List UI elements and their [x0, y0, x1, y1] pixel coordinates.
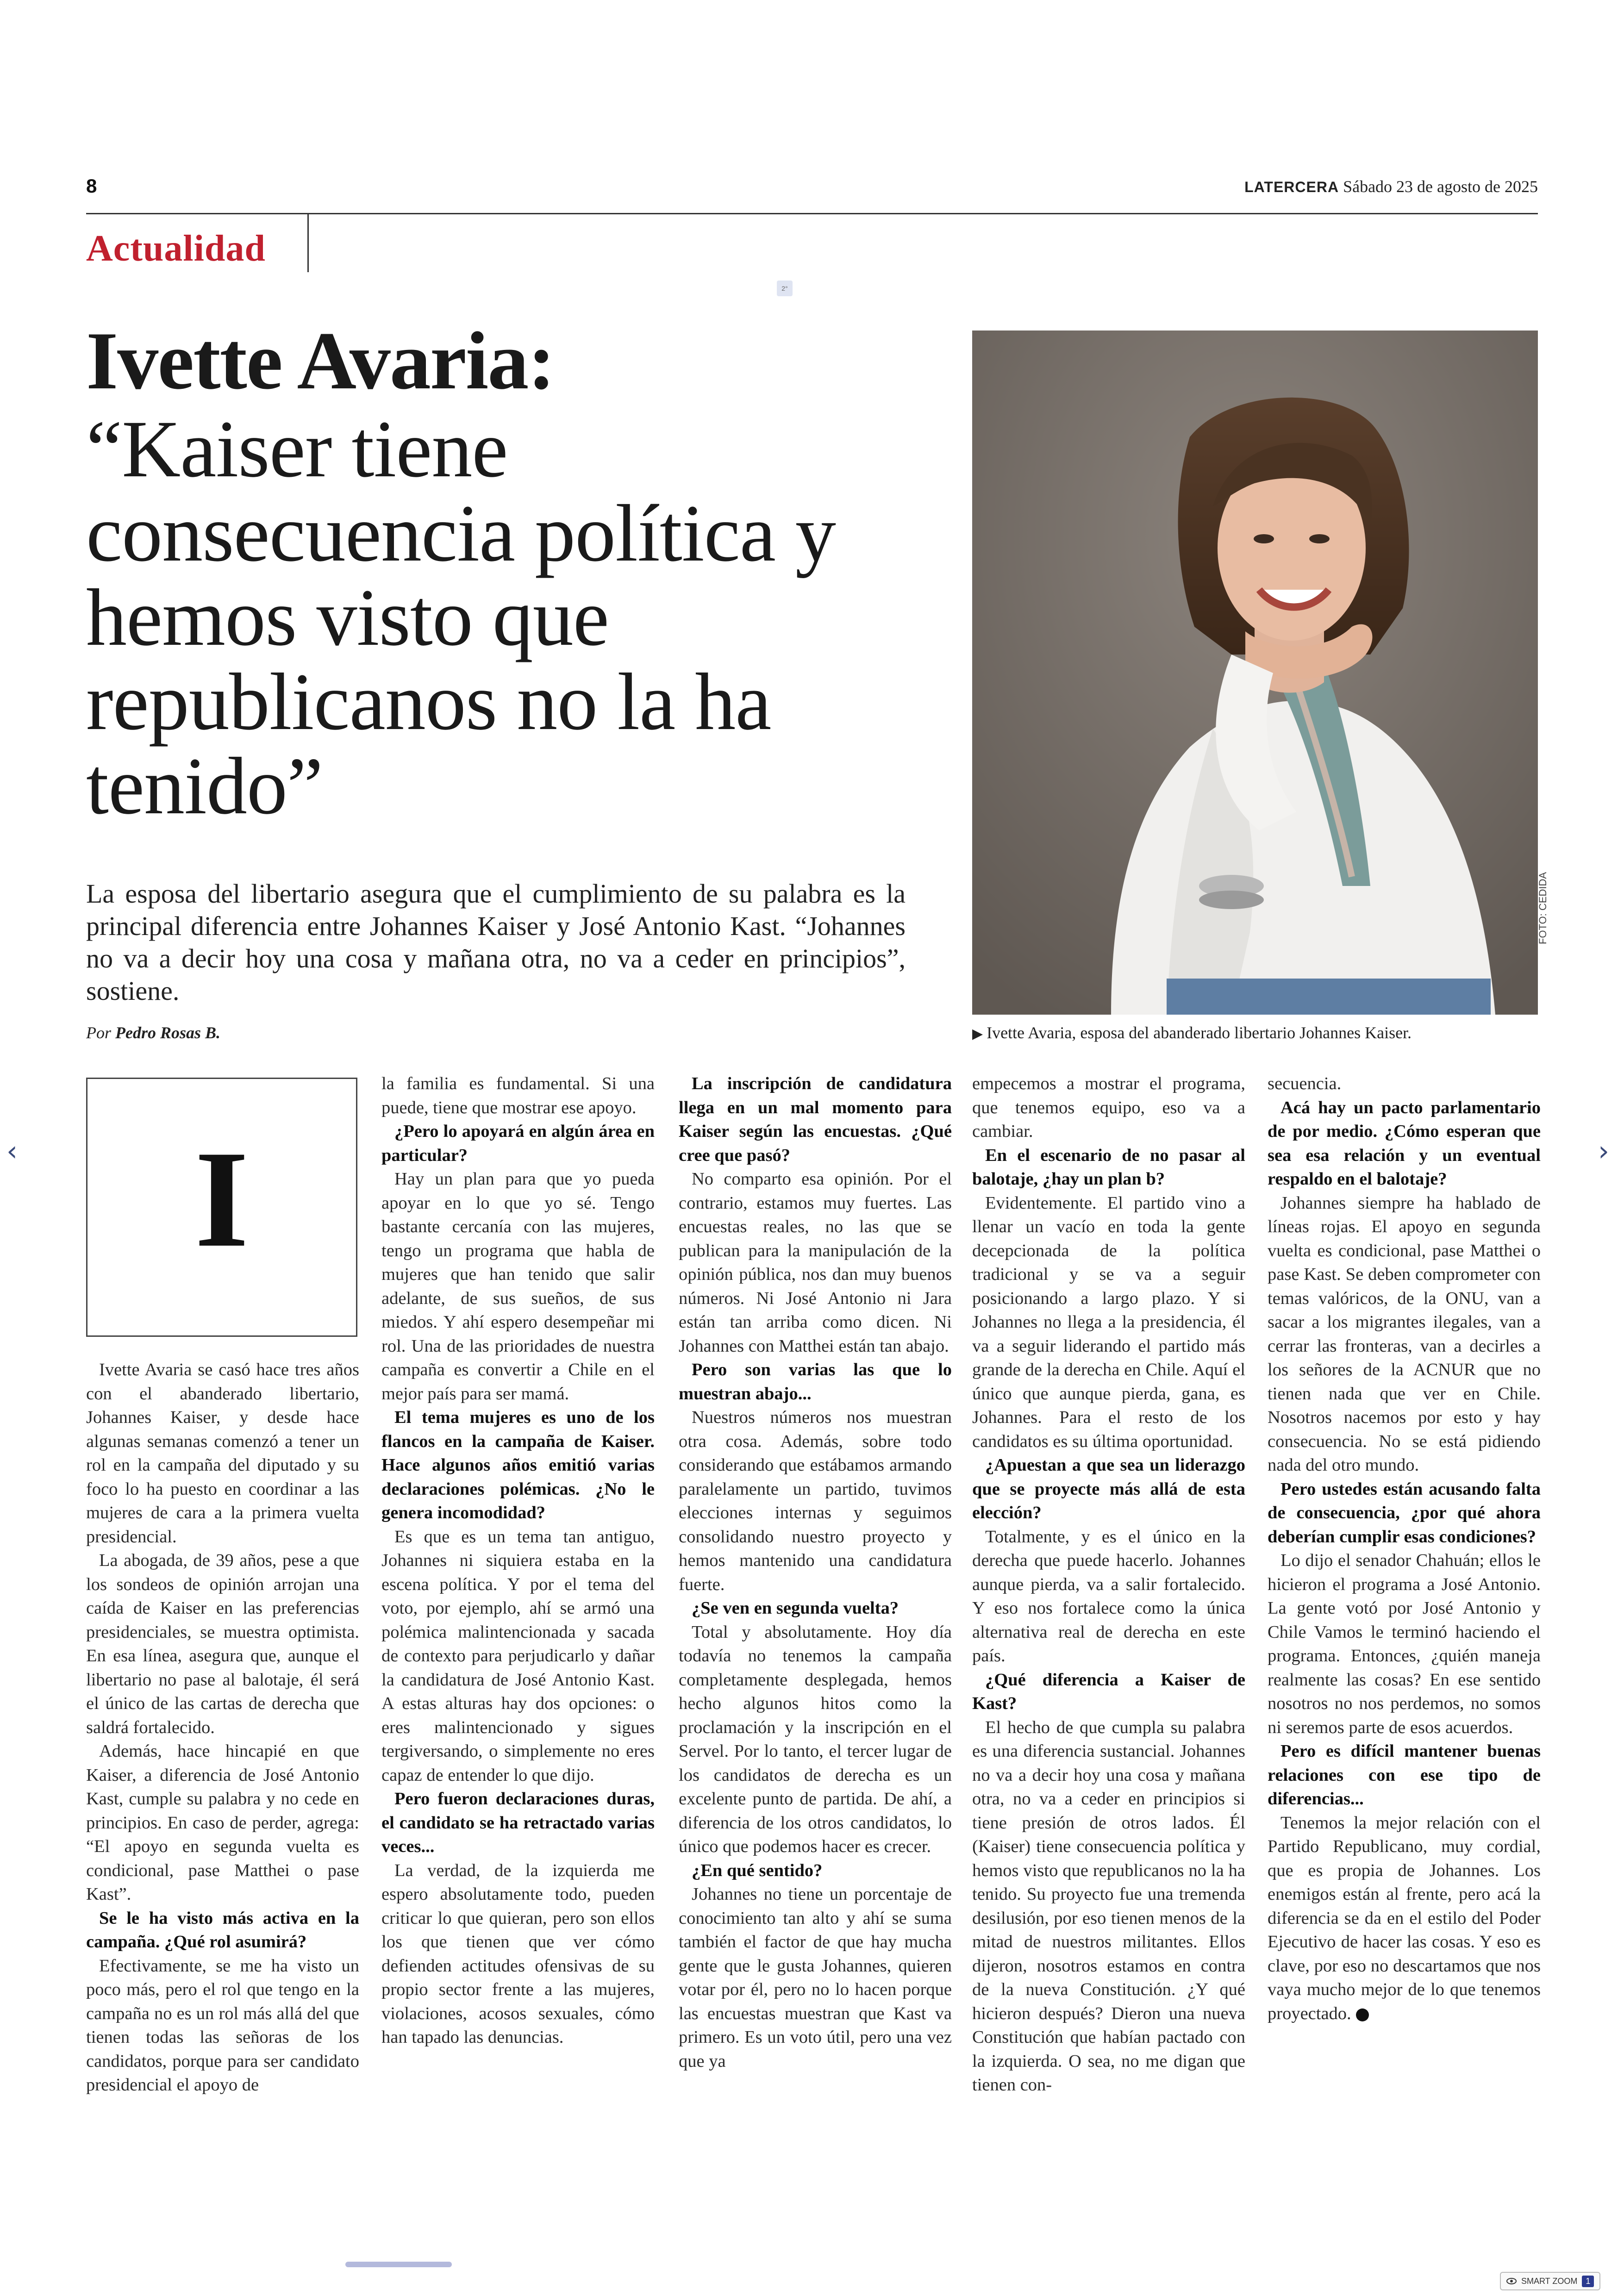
smart-zoom-button[interactable] [1500, 2272, 1600, 2290]
portrait-photo [972, 331, 1538, 1015]
article-paragraph: Además, hace hincapié en que Kaiser, a diferencia de José Antonio Kast, cumple su palabra y no cede en principios. En caso de perder, agrega: “El apoyo en segunda vuelta es condicional, pase Matthei o pase Kast”. [86, 1741, 359, 1904]
article-paragraph: La abogada, de 39 años, pese a que los sondeos de opinión arrojan una caída de Kaiser en las preferencias presidenciales, se muestra optimista. En esa línea, asegura que, aunque el libertario no pase al balotaje, él será el único de las cartas de derecha que saldrá fortalecido. [86, 1551, 359, 1737]
interview-question: Acá hay un pacto parlamentario de por medio. ¿Cómo esperan que sea esa relación y un eventual respaldo en el balotaje? [1268, 1098, 1541, 1189]
article-paragraph: Lo dijo el senador Chahuán; ellos le hicieron el programa a José Antonio. La gente votó por José Antonio y Chile Vamos le terminó haciendo el programa. Entonces, ¿quién maneja realmente las cosas? En ese sentido nosotros no nos perdemos, no somos ni seremos parte de esos acuerdos. [1268, 1551, 1541, 1737]
page-number: 8 [86, 175, 97, 197]
article-paragraph: Johannes siempre ha hablado de líneas rojas. El apoyo en segunda vuelta es condicional, pase Matthei o pase Kast. Se deben comprometer con temas valóricos, de la ONU, van a sacar a los migrantes ilegales, van a cerrar las fronteras, van a decirles a los señores de la ACNUR que no tienen nada que ver en Chile. Nosotros nacemos por esto y hay consecuencia. No se está pidiendo nada del otro mundo. [1268, 1193, 1541, 1475]
interview-question: ¿Qué diferencia a Kaiser de Kast? [972, 1670, 1245, 1713]
article-column-5 [1268, 1072, 1541, 2026]
byline [86, 1023, 220, 1042]
article-paragraph: La verdad, de la izquierda me espero absolutamente todo, pueden criticar lo que quieran, pero son ellos los que tienen que ver cómo defienden actitudes ofensivas de su propio sector frente a las mujeres, violaciones, acosos sexuales, cómo han tapado las denuncias. [381, 1860, 655, 2047]
article-column-4 [972, 1072, 1245, 2097]
article-paragraph: la familia es fundamental. Si una puede, tiene que mostrar ese apoyo. [381, 1074, 655, 1117]
caption-text: Ivette Avaria, esposa del abanderado libertario Johannes Kaiser. [987, 1023, 1412, 1042]
interview-question: El tema mujeres es uno de los flancos en la campaña de Kaiser. Hace algunos años emitió varias declaraciones polémicas. ¿No le genera incomodidad? [381, 1408, 655, 1522]
interview-question: Pero ustedes están acusando falta de consecuencia, ¿por qué ahora deberían cumplir esas condiciones? [1268, 1479, 1541, 1547]
interview-question: ¿Se ven en segunda vuelta? [692, 1598, 899, 1618]
masthead [1244, 177, 1538, 196]
article-paragraph: No comparto esa opinión. Por el contrario, estamos muy fuertes. Las encuestas reales, no las que se publican para la manipulación de la opinión pública, nos dan muy buenos números. Ni José Antonio ni Jara están tan arriba como dicen. Ni Johannes con Matthei están tan abajo. [679, 1169, 952, 1356]
byline-author: Pedro Rosas B. [115, 1023, 221, 1042]
newspaper-brand: LATERCERA [1244, 179, 1339, 195]
next-page-icon[interactable]: › [1598, 1135, 1609, 1167]
article-paragraph: Efectivamente, se me ha visto un poco más, pero el rol que tengo en la campaña no es un rol más allá del que tienen todas las señoras de los candidatos, porque para ser candidato presidencial el apoyo de [86, 1956, 359, 2095]
interview-question: ¿Pero lo apoyará en algún área en particular? [381, 1122, 655, 1165]
previous-page-icon[interactable]: ‹ [6, 1135, 18, 1167]
page-marker[interactable]: 2° [777, 281, 793, 296]
article-paragraph: empecemos a mostrar el programa, que tenemos equipo, eso va a cambiar. [972, 1074, 1245, 1141]
interview-question: Se le ha visto más activa en la campaña. ¿Qué rol asumirá? [86, 1908, 359, 1952]
page-scrollbar[interactable] [345, 2262, 452, 2267]
interview-question: ¿En qué sentido? [692, 1860, 823, 1880]
section-divider [307, 214, 309, 272]
article-paragraph: El hecho de que cumpla su palabra es una diferencia sustancial. Johannes no va a decir hoy una cosa y mañana otra, no va a ceder en principios si tiene presión de otros lados. Él (Kaiser) tiene consecuencia política y hemos visto que republicanos no la ha tenido. Su proyecto fue una tremenda desilusión, por eso tienen menos de la mitad de nuestros militantes. Ellos dijeron, nosotros estamos en contra de la nueva Constitución. ¿Y qué hicieron después? Dieron una nueva Constitución que habían pactado con la izquierda. O sea, no me digan que tienen con- [972, 1717, 1245, 2095]
smart-zoom-label: SMART ZOOM [1521, 2276, 1578, 2286]
portrait-illustration [972, 331, 1538, 1015]
article-paragraph: secuencia. [1268, 1074, 1342, 1093]
interview-question: Pero son varias las que lo muestran abajo... [679, 1360, 952, 1403]
caption-arrow-icon: ▶ [972, 1026, 983, 1041]
article-paragraph: Hay un plan para que yo pueda apoyar en lo que yo sé. Tengo bastante cercanía con las mujeres, tengo un programa que habla de mujeres que han tenido que salir adelante, de sus sueños, de sus miedos. Y ahí espero desempeñar mi rol. Una de las prioridades de nuestra campaña es convertir a Chile en el mejor país para ser mamá. [381, 1169, 655, 1403]
article-column-2 [381, 1072, 655, 2050]
end-of-article-icon [1356, 2008, 1369, 2021]
byline-prefix: Por [86, 1023, 111, 1042]
photo-credit: FOTO: CEDIDA [1537, 872, 1549, 944]
article-lead: La esposa del libertario asegura que el cumplimiento de su palabra es la principal diferencia entre Johannes Kaiser y José Antonio Kast. “Johannes no va a decir hoy una cosa y mañana otra, no va a ceder en principios”, sostiene. [86, 879, 906, 1006]
dropcap-letter: I [194, 1122, 249, 1276]
header-rule [86, 213, 1538, 214]
article-paragraph: Es que es un tema tan antiguo, Johannes ni siquiera estaba en la escena política. Y por el tema del voto, por ejemplo, ahí se armó una polémica malintencionada y sacada de contexto para perjudicarlo y dañar la candidatura de José Antonio Kast. A estas alturas hay dos opciones: o eres malintencionado y sigues tergiversando, o simplemente no eres capaz de entender lo que dijo. [381, 1527, 655, 1785]
headline-quote: “Kaiser tiene consecuencia política y hemos visto que republicanos no la ha tenido” [86, 404, 836, 831]
photo-caption [972, 1023, 1412, 1042]
article-paragraph: Evidentemente. El partido vino a llenar un vacío en toda la gente decepcionada de la política tradicional y se va a seguir posicionando a largo plazo. Y si Johannes no llega a la presidencia, él va a seguir liderando el partido más grande de la derecha en Chile. Aquí el único que aunque pierda, gana, es Johannes. Para el resto de los candidatos es su última oportunidad. [972, 1193, 1245, 1451]
interview-question: Pero es difícil mantener buenas relaciones con ese tipo de diferencias... [1268, 1741, 1541, 1809]
interview-question: En el escenario de no pasar al balotaje, ¿hay un plan b? [972, 1145, 1245, 1189]
article-paragraph: Johannes no tiene un porcentaje de conocimiento tan alto y ahí se suma también el factor de que hay mucha gente que le gusta Johannes, quieren votar por él, pero no lo hacen porque las encuestas muestran que Kast va primero. Es un voto útil, pero una vez que ya [679, 1884, 952, 2071]
eye-icon [1506, 2278, 1517, 2284]
interview-question: Pero fueron declaraciones duras, el candidato se ha retractado varias veces... [381, 1789, 655, 1856]
article-column-1 [86, 1358, 359, 2097]
interview-question: La inscripción de candidatura llega en un mal momento para Kaiser según las encuestas. ¿Qué cree que pasó? [679, 1074, 952, 1165]
article-paragraph: Totalmente, y es el único en la derecha que puede hacerlo. Johannes aunque pierda, va a salir fortalecido. Y eso nos fortalece como la única alternativa real de derecha en este país. [972, 1527, 1245, 1665]
article-paragraph: Ivette Avaria se casó hace tres años con el abanderado libertario, Johannes Kaiser, y desde hace algunas semanas comenzó a tener un rol en la campaña del diputado y su foco lo ha puesto en coordinar a las mujeres de cara a la primera vuelta presidencial. [86, 1360, 359, 1547]
article-column-3 [679, 1072, 952, 2073]
article-paragraph: Nuestros números nos muestran otra cosa. Además, sobre todo considerando que estábamos armando paralelamente un partido, tuvimos elecciones internas y seguimos consolidando nuestro proyecto y hemos mantenido una candidatura fuerte. [679, 1408, 952, 1594]
article-paragraph: Tenemos la mejor relación con el Partido Republicano, muy cordial, que es propia de Johannes. Los enemigos están al frente, pero acá la diferencia se da en el estilo del Poder Ejecutivo de hacer las cosas. Y eso es clave, por eso no descartamos que nos vaya mucho mejor de lo que tenemos proyectado. [1268, 1813, 1541, 2023]
smart-zoom-badge: 1 [1582, 2276, 1594, 2287]
section-label: Actualidad [86, 228, 266, 269]
interview-question: ¿Apuestan a que sea un liderazgo que se proyecte más allá de esta elección? [972, 1455, 1245, 1522]
article-paragraph: Total y absolutamente. Hoy día todavía no tenemos la campaña completamente desplegada, hemos hecho algunos hitos como la proclamación y la inscripción en el Servel. Por lo tanto, el tercer lugar de los candidatos de derecha es un excelente punto de partida. De ahí, a diferencia de los otros candidatos, lo único que podemos hacer es crecer. [679, 1622, 952, 1856]
issue-date: Sábado 23 de agosto de 2025 [1343, 177, 1538, 196]
headline-name: Ivette Avaria: [86, 315, 555, 406]
